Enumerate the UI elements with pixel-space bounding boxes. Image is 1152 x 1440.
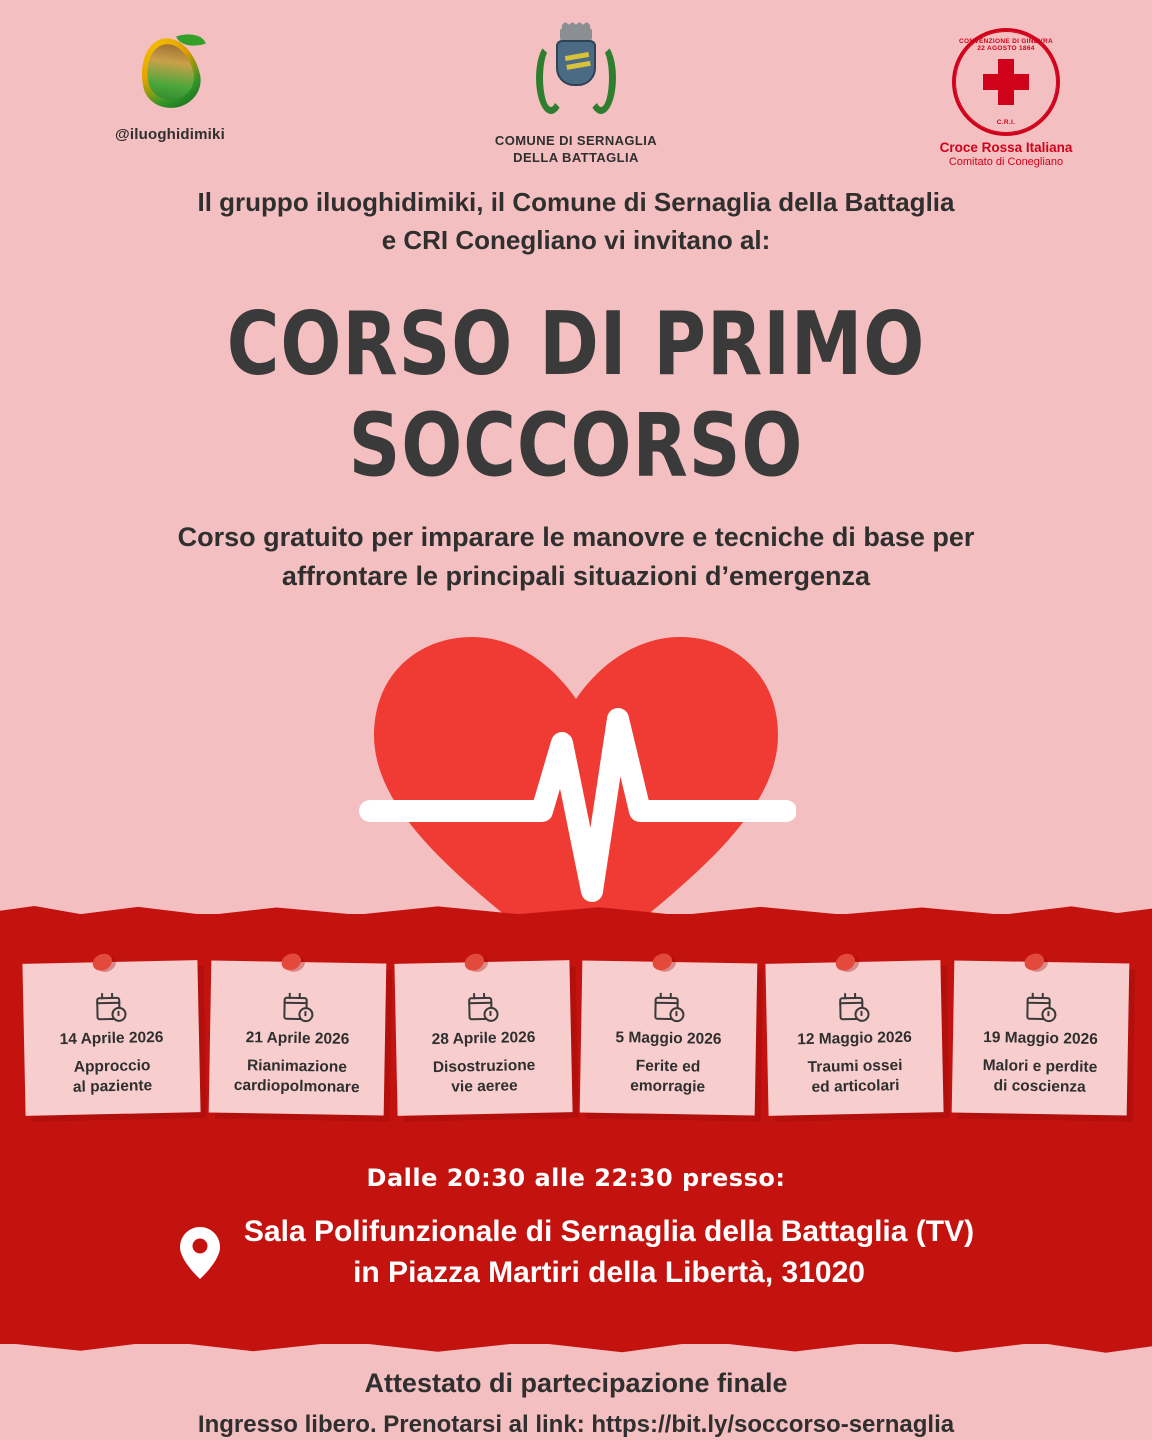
pin-icon (89, 951, 114, 974)
schedule-topic-line-2: ed articolari (811, 1077, 900, 1097)
schedule-card (580, 960, 758, 1115)
schedule-card (394, 960, 572, 1116)
schedule-topic-line-2: cardiopolmonare (233, 1077, 360, 1097)
logo-iluoghidimiki (70, 38, 270, 143)
calendar-clock-icon (839, 994, 870, 1023)
schedule-topic-line-1: Malori e perdite (982, 1056, 1098, 1076)
water-drop-leaf-icon (138, 38, 202, 116)
calendar-clock-icon (654, 994, 684, 1023)
intro-line-2: e CRI Conegliano vi invitano al: (381, 225, 771, 256)
schedule-topic (768, 1055, 944, 1099)
schedule-panel (0, 914, 1152, 1344)
intro-line-1: Il gruppo iluoghidimiki, il Comune di Sernaglia della Battaglia (197, 187, 955, 217)
town-crest-icon (528, 30, 624, 126)
venue-text (244, 1212, 974, 1294)
subtitle-line-1: Corso gratuito per imparare le manovre e tecniche di base per (177, 521, 975, 552)
schedule-topic-line-1: Disostruzione (432, 1056, 536, 1077)
intro-text (0, 183, 1152, 260)
schedule-card (22, 960, 200, 1116)
schedule-topic-line-2: vie aeree (450, 1077, 518, 1096)
schedule-date: 12 Maggio 2026 (797, 1028, 913, 1049)
schedule-date: 28 Aprile 2026 (431, 1028, 536, 1049)
cri-subtitle: Comitato di Conegliano (948, 156, 1064, 168)
subtitle-text (0, 518, 1152, 597)
map-pin-icon (178, 1225, 222, 1281)
pin-icon (278, 950, 303, 973)
pin-icon (1021, 950, 1046, 973)
certificate-note: Attestato di partecipazione finale (364, 1368, 788, 1398)
pin-icon (461, 951, 486, 974)
cri-name: Croce Rossa Italiana (939, 140, 1073, 155)
logo-cri (900, 28, 1112, 168)
schedule-topic (24, 1055, 200, 1099)
red-cross-icon (952, 28, 1060, 136)
cri-ring-top-text: CONVENZIONE DI GINEVRA 22 AGOSTO 1864 (959, 38, 1053, 52)
schedule-date: 19 Maggio 2026 (983, 1029, 1098, 1048)
schedule-topic-line-2: di coscienza (993, 1077, 1086, 1096)
calendar-clock-icon (467, 994, 498, 1023)
subtitle-line-2: affrontare le principali situazioni d’emergenza (281, 561, 871, 592)
schedule-topic (396, 1055, 572, 1099)
venue-line-1: Sala Polifunzionale di Sernaglia della Battaglia (TV) (243, 1215, 975, 1248)
schedule-date: 14 Aprile 2026 (59, 1028, 164, 1049)
schedule-topic-line-2: al paziente (72, 1077, 153, 1096)
schedule-topic-line-1: Ferite ed (635, 1057, 701, 1076)
schedule-card (952, 960, 1130, 1115)
comune-name-line2: DELLA BATTAGLIA (513, 150, 639, 165)
venue-line-2: in Piazza Martiri della Libertà, 31020 (353, 1255, 865, 1289)
pin-icon (833, 951, 858, 974)
iluoghidimiki-handle: @iluoghidimiki (115, 126, 225, 143)
schedule-topic (209, 1055, 385, 1098)
calendar-clock-icon (283, 994, 313, 1023)
schedule-cards (24, 962, 1128, 1114)
schedule-card (766, 960, 944, 1116)
schedule-topic-line-1: Traumi ossei (807, 1057, 903, 1076)
schedule-topic-line-2: emorragie (630, 1077, 706, 1096)
schedule-card (208, 960, 386, 1115)
venue-block (0, 1212, 1152, 1294)
cri-ring-bottom-text: C.R.I. (996, 119, 1016, 126)
calendar-clock-icon (1026, 994, 1056, 1023)
booking-note: Ingresso libero. Prenotarsi al link: https://bit.ly/soccorso-sernaglia (197, 1411, 955, 1438)
schedule-topic (952, 1055, 1128, 1098)
page-title: CORSO DI PRIMO SOCCORSO (226, 293, 926, 497)
pin-icon (650, 950, 675, 973)
schedule-date: 21 Aprile 2026 (245, 1029, 350, 1048)
time-line: Dalle 20:30 alle 22:30 presso: (366, 1164, 786, 1192)
footer (0, 1368, 1152, 1439)
schedule-topic-line-1: Rianimazione (246, 1057, 347, 1076)
schedule-topic (580, 1055, 756, 1098)
comune-name-line1: COMUNE DI SERNAGLIA (494, 133, 658, 148)
schedule-topic-line-1: Approccio (73, 1057, 151, 1076)
logo-comune (476, 30, 676, 165)
calendar-clock-icon (96, 994, 127, 1023)
schedule-date: 5 Maggio 2026 (615, 1029, 723, 1048)
logo-header (0, 0, 1152, 168)
